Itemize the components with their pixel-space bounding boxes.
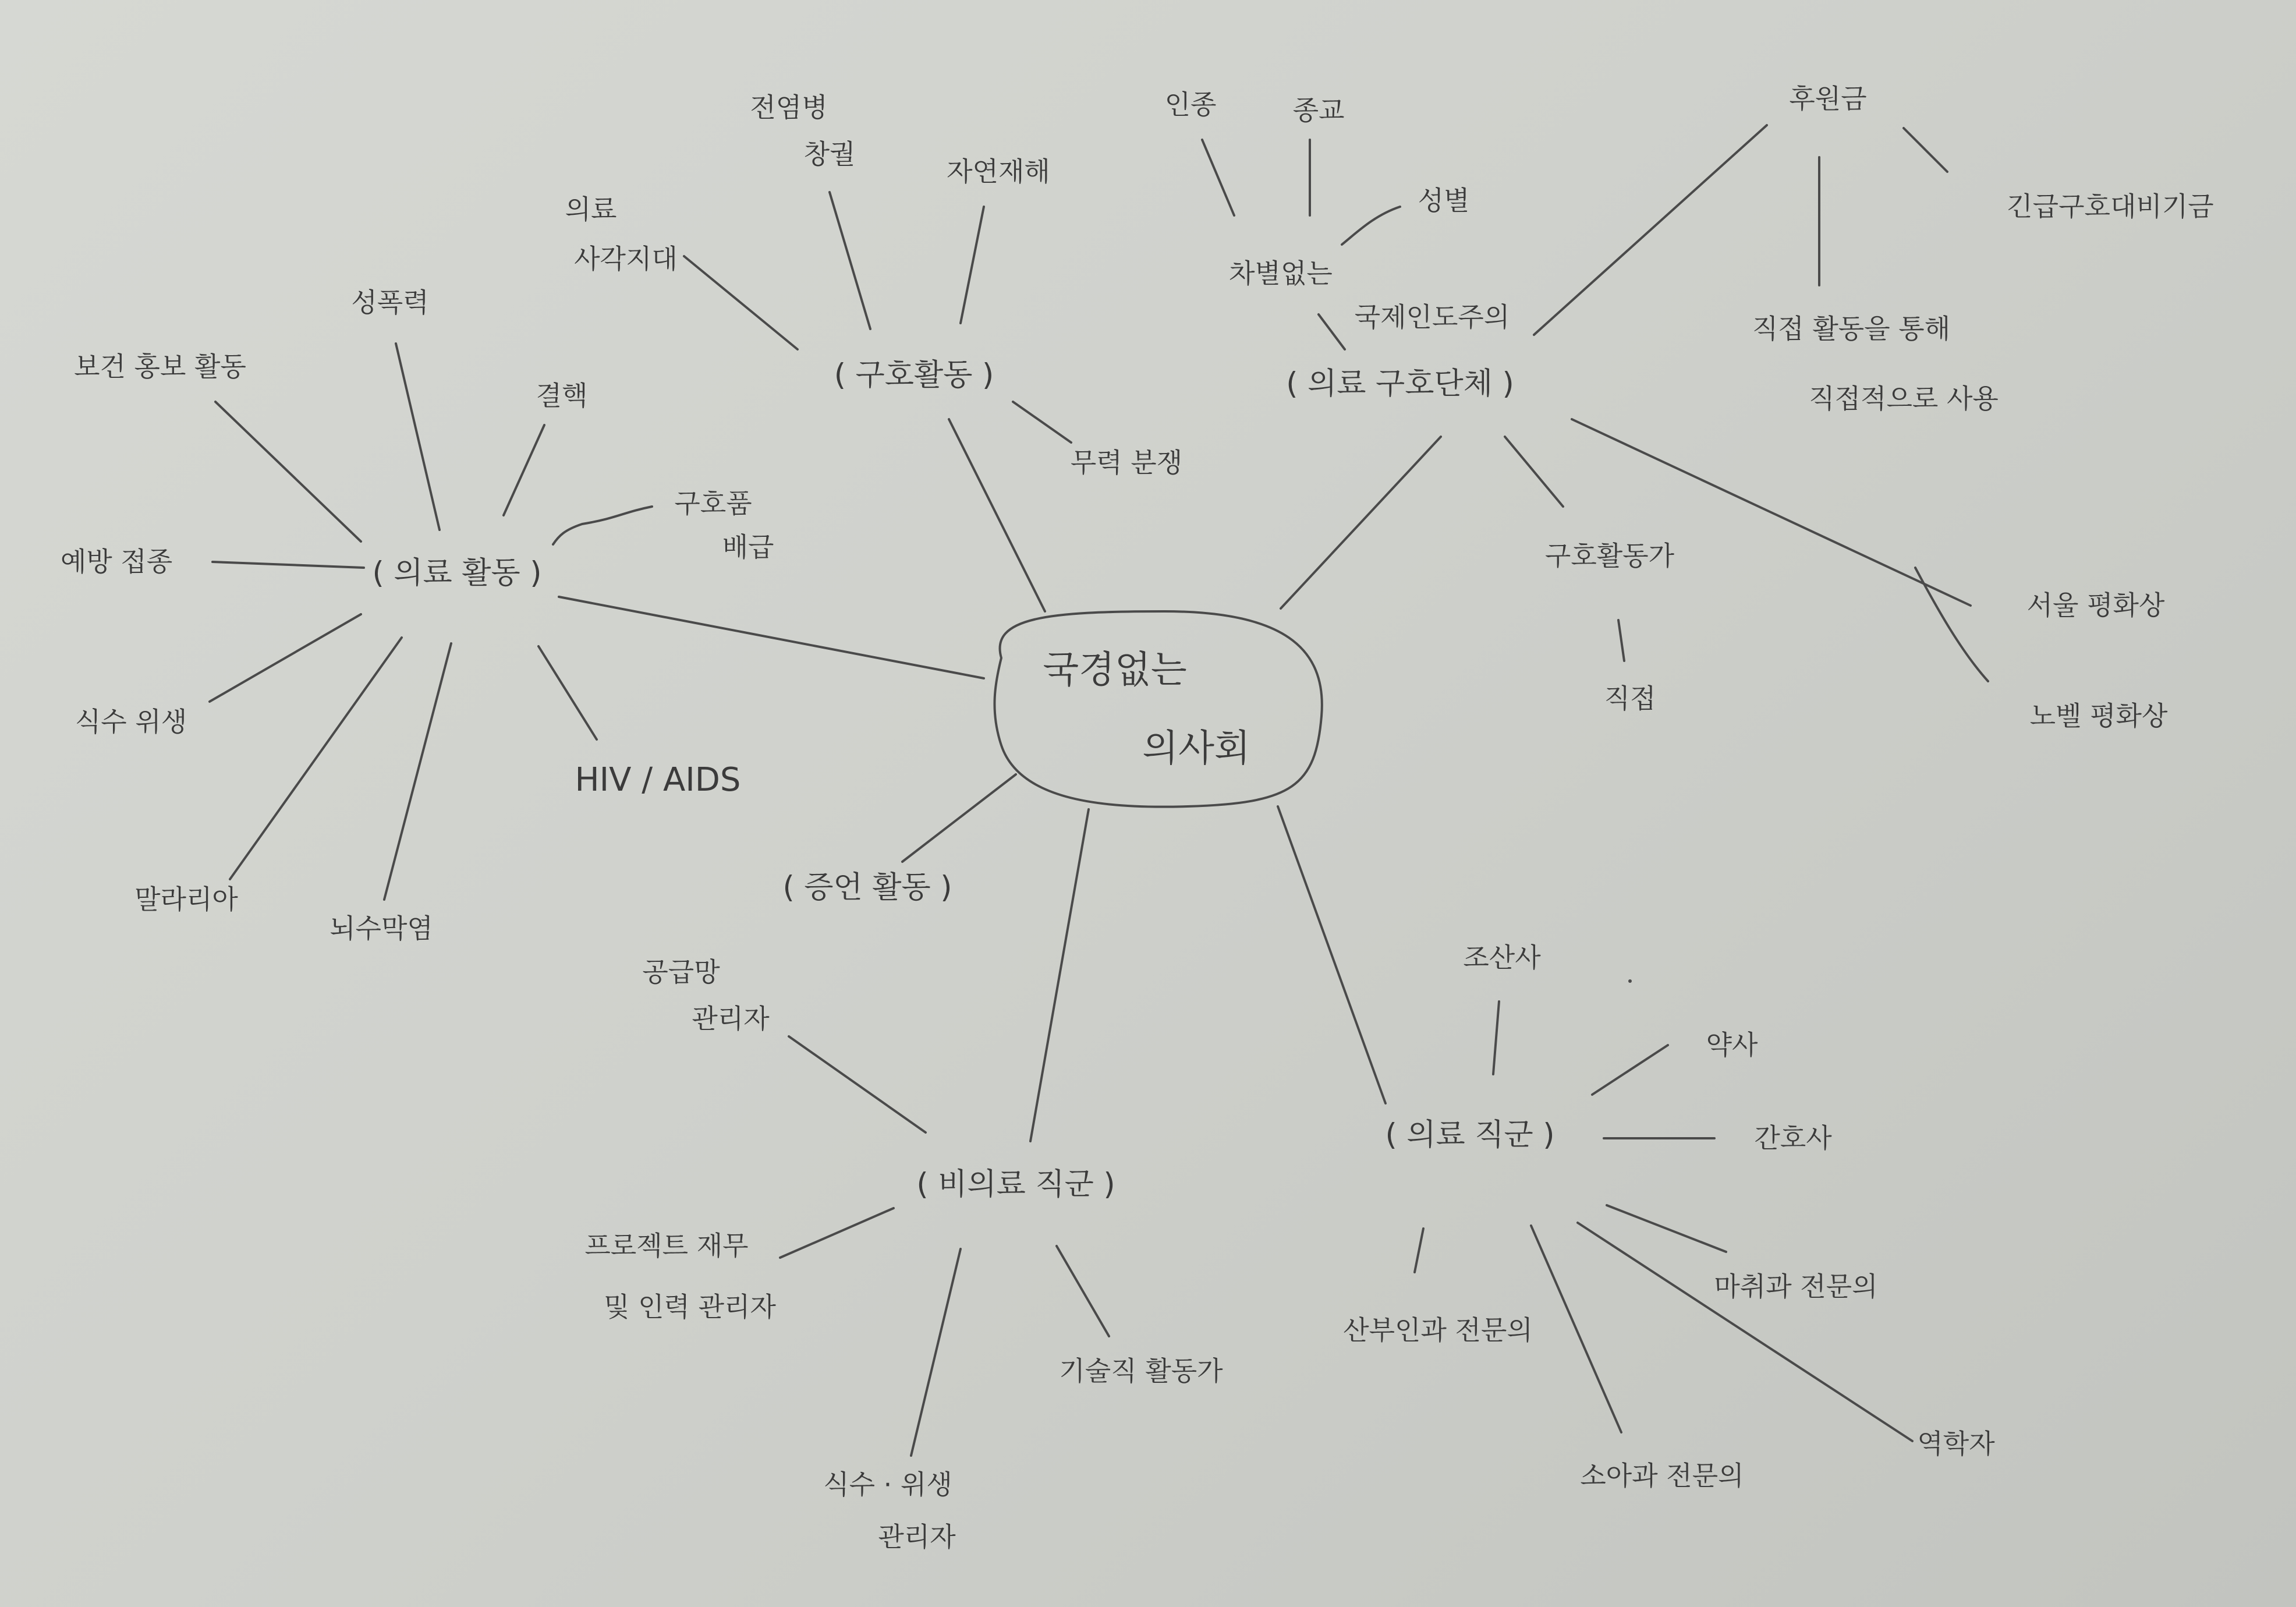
edge-ma-vaccine: [212, 562, 364, 568]
edge-ms-obgyn: [1415, 1229, 1423, 1272]
node-pediatrician: 소아과 전문의: [1580, 1460, 1744, 1492]
edge-ra-disaster: [961, 207, 984, 323]
node-hiv: HIV / AIDS: [575, 761, 741, 799]
node-project-2: 및 인력 관리자: [604, 1291, 776, 1323]
edge-ro-donation: [1534, 125, 1767, 335]
edge-ma-hiv: [538, 646, 597, 739]
node-malaria: 말라리아: [134, 883, 238, 915]
node-nobel-peace: 노벨 평화상: [2029, 700, 2168, 732]
edge-ra-gap: [684, 256, 798, 349]
node-relief-supplies-2: 배급: [722, 531, 774, 563]
edge-ms-pediatric: [1531, 1226, 1621, 1432]
node-project-1: 프로젝트 재무: [584, 1230, 749, 1262]
edge-ro-race: [1202, 140, 1234, 215]
node-sexual-violence: 성폭력: [351, 286, 429, 318]
node-technician: 기술직 활동가: [1059, 1355, 1223, 1387]
edge-ro-discrim: [1319, 314, 1345, 349]
edge-center-medstaff: [1278, 806, 1386, 1103]
edge-ma-supplies: [553, 507, 652, 544]
branch-testimony: ( 증언 활동 ): [782, 870, 952, 905]
node-gender: 성별: [1418, 185, 1470, 217]
edge-ms-epidem: [1578, 1223, 1912, 1441]
node-race: 인종: [1164, 89, 1217, 121]
node-medical-gap-1: 의료: [565, 193, 617, 225]
node-vaccination: 예방 접종: [60, 546, 173, 578]
node-epidemiologist: 역학자: [1917, 1428, 1995, 1460]
edge-center-relief: [949, 419, 1045, 611]
node-medical-gap-2: 사각지대: [574, 243, 678, 275]
node-without-discrimination: 차별없는: [1229, 257, 1333, 289]
node-donation: 후원금: [1789, 83, 1867, 115]
node-obgyn: 산부인과 전문의: [1343, 1314, 1533, 1346]
node-tuberculosis: 결핵: [536, 380, 588, 412]
edge-ro-worker: [1505, 437, 1563, 507]
branch-relief-activity: ( 구호활동 ): [834, 357, 994, 393]
edge-ro-gender: [1342, 207, 1400, 245]
center-title-line1: 국경없는: [1043, 649, 1187, 692]
node-supply-2: 관리자: [692, 1003, 770, 1035]
edge-ra-epidemic: [830, 192, 870, 329]
node-seoul-peace: 서울 평화상: [2026, 589, 2165, 621]
branch-non-medical: ( 비의료 직군 ): [916, 1167, 1115, 1202]
node-humanitarian: 국제인도주의: [1354, 301, 1510, 333]
edge-center-testimony: [902, 774, 1016, 862]
node-armed-conflict: 무력 분쟁: [1070, 447, 1183, 479]
node-water-hygiene: 식수 위생: [75, 706, 187, 738]
node-pharmacist: 약사: [1706, 1029, 1758, 1061]
node-direct-use-2: 직접적으로 사용: [1809, 383, 1999, 415]
edge-center-nonmedical: [1030, 809, 1089, 1141]
node-religion: 종교: [1292, 94, 1345, 126]
edge-ms-pharmacist: [1592, 1045, 1668, 1095]
edge-center-org: [1281, 437, 1441, 608]
node-nurse: 간호사: [1754, 1122, 1832, 1154]
edge-ms-midwife: [1493, 1001, 1499, 1074]
edge-ma-sexual: [396, 344, 440, 530]
branch-relief-org: ( 의료 구호단체 ): [1286, 366, 1514, 402]
node-emergency-fund: 긴급구호대비기금: [2007, 190, 2214, 222]
node-water-1: 식수 · 위생: [823, 1468, 952, 1500]
node-midwife: 조산사: [1463, 941, 1541, 974]
center-title-line2: 의사회: [1142, 727, 1250, 770]
branch-medical-activity: ( 의료 활동 ): [372, 555, 542, 591]
edge-nm-supply: [789, 1036, 926, 1132]
node-direct: 직접: [1604, 682, 1656, 714]
edge-nm-water: [911, 1249, 961, 1456]
edge-ma-health: [215, 402, 361, 541]
edge-nm-project: [780, 1208, 894, 1258]
node-relief-supplies-1: 구호품: [674, 487, 752, 519]
edge-ro-seoul: [1572, 419, 1971, 606]
node-meningitis: 뇌수막염: [329, 912, 433, 944]
node-supply-1: 공급망: [642, 956, 720, 988]
edge-center-medical: [559, 597, 984, 678]
node-anesthesiologist: 마취과 전문의: [1714, 1270, 1878, 1302]
node-epidemic-2: 창궐: [803, 138, 856, 170]
node-natural-disaster: 자연재해: [947, 155, 1050, 187]
node-direct-use-1: 직접 활동을 통해: [1752, 313, 1951, 345]
edge-ra-conflict: [1013, 402, 1071, 443]
edge-ma-water: [210, 614, 361, 702]
branch-medical-staff: ( 의료 직군 ): [1385, 1117, 1555, 1153]
edge-ro-emergency: [1904, 128, 1947, 172]
node-epidemic-1: 전염병: [750, 91, 828, 123]
edge-nm-tech: [1057, 1246, 1109, 1336]
edge-ma-meningitis: [384, 643, 451, 900]
stray-mark: [1628, 979, 1632, 983]
node-relief-worker: 구호활동가: [1544, 540, 1675, 572]
node-water-2: 관리자: [878, 1521, 956, 1553]
node-health-promotion: 보건 홍보 활동: [74, 351, 246, 383]
edge-ma-tb: [504, 425, 544, 515]
edge-ro-direct: [1618, 620, 1624, 661]
edge-ms-anesth: [1607, 1205, 1726, 1252]
